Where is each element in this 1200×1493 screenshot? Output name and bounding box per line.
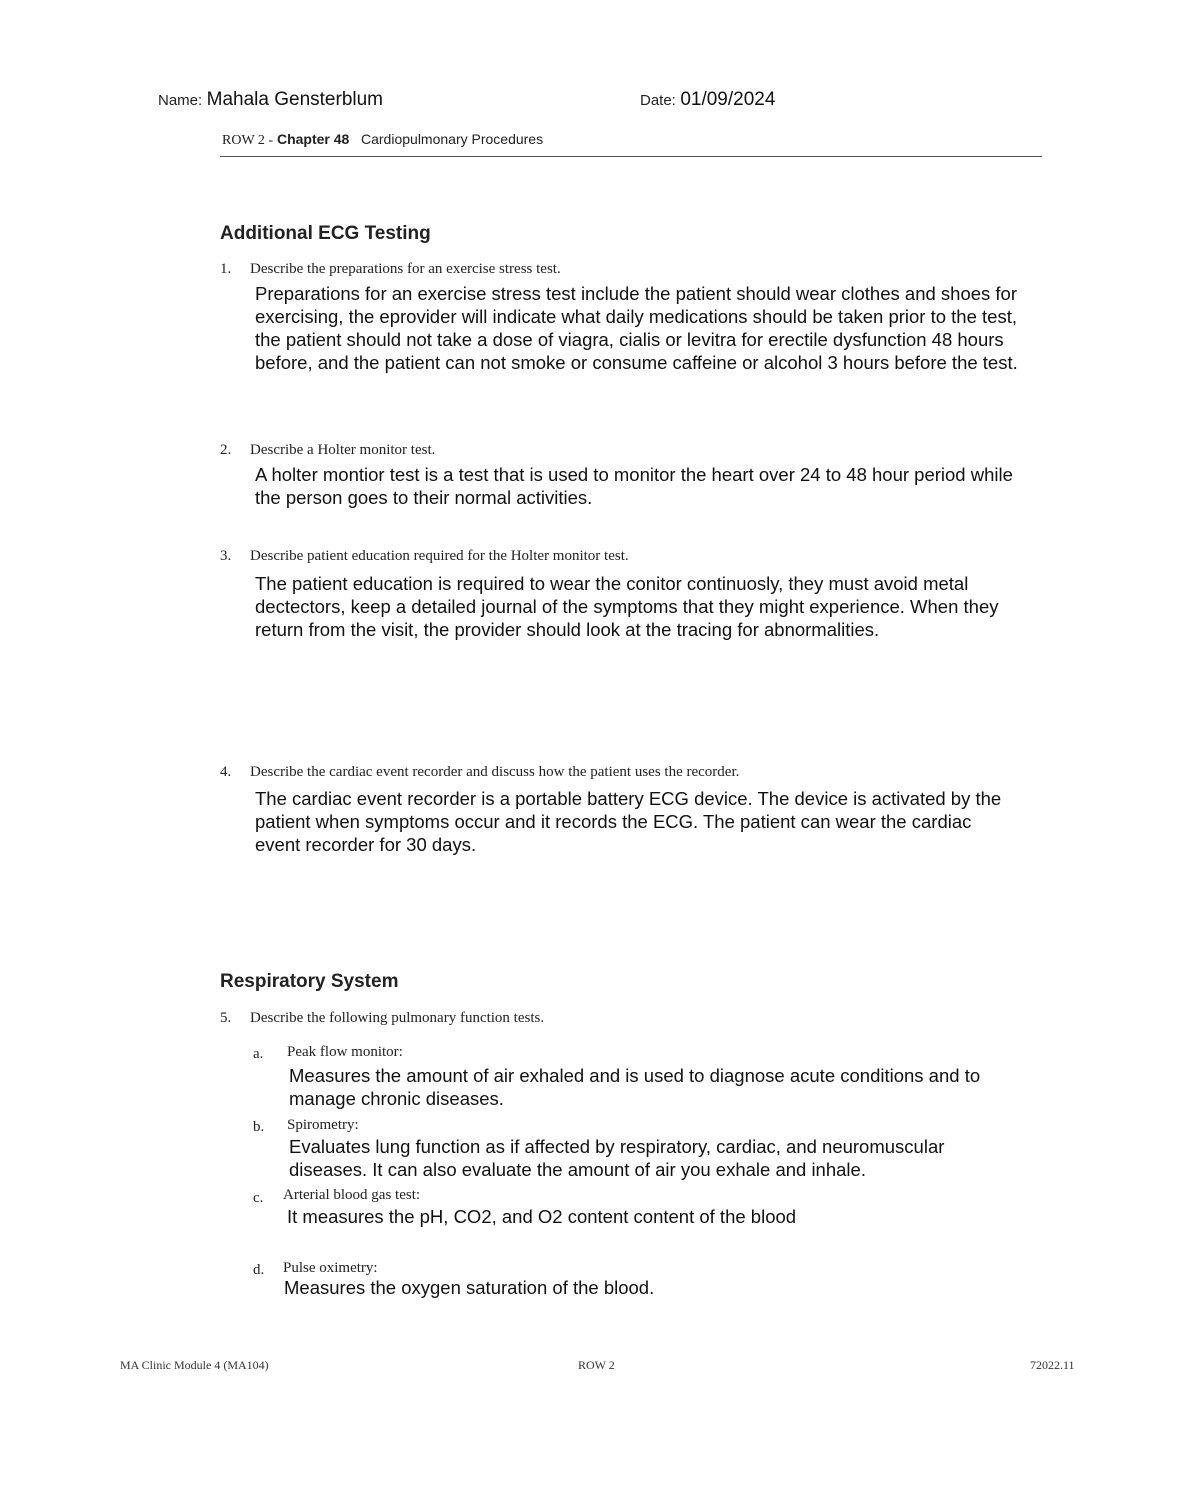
question-text: Describe a Holter monitor test. — [250, 442, 436, 458]
question-text: Describe the following pulmonary function tests. — [250, 1010, 545, 1026]
subitem-letter: d. — [253, 1262, 265, 1278]
question-number: 2. — [220, 442, 232, 458]
footer-center: ROW 2 — [578, 1358, 615, 1372]
answer-line: Evaluates lung function as if affected by respiratory, cardiac, and neuromuscular — [289, 1136, 945, 1157]
answer-4 — [255, 787, 1135, 856]
answer-5c — [287, 1205, 1127, 1228]
chapter-label: Chapter 48 — [276, 131, 350, 147]
answer-line: dectectors, keep a detailed journal of the symptoms that they might experience. When they — [255, 596, 999, 617]
answer-5b — [289, 1135, 1129, 1181]
answer-3 — [255, 572, 1135, 641]
answer-5d — [284, 1276, 1124, 1299]
name-label: Name: — [158, 92, 203, 109]
header-divider — [220, 156, 1042, 157]
date-value: 01/09/2024 — [680, 89, 776, 110]
subitem-label: Spirometry: — [287, 1117, 359, 1133]
subitem-letter: a. — [253, 1046, 264, 1062]
answer-2 — [255, 463, 1135, 509]
subitem-letter: c. — [253, 1190, 264, 1206]
answer-line: A holter montior test is a test that is used to monitor the heart over 24 to 48 hour period while — [255, 464, 1013, 485]
answer-line: event recorder for 30 days. — [255, 834, 477, 855]
answer-line: return from the visit, the provider should look at the tracing for abnormalities. — [255, 619, 880, 640]
answer-line: Measures the amount of air exhaled and is used to diagnose acute conditions and to — [289, 1065, 981, 1086]
answer-line: diseases. It can also evaluate the amount of air you exhale and inhale. — [289, 1159, 866, 1180]
chapter-line — [222, 131, 543, 149]
section-heading-respiratory: Respiratory System — [220, 971, 399, 992]
answer-line: before, and the patient can not smoke or consume caffeine or alcohol 3 hours before the test. — [255, 352, 1018, 373]
section-heading-ecg: Additional ECG Testing — [220, 223, 431, 244]
answer-line: It measures the pH, CO2, and O2 content content of the blood — [287, 1206, 797, 1227]
footer-left: MA Clinic Module 4 (MA104) — [120, 1358, 269, 1372]
question-text: Describe the preparations for an exercise stress test. — [250, 261, 561, 277]
subitem-label: Peak flow monitor: — [287, 1044, 403, 1060]
row-label: ROW 2 - — [222, 133, 274, 148]
footer-right: 72022.11 — [1030, 1358, 1075, 1372]
answer-line: the patient should not take a dose of viagra, cialis or levitra for erectile dysfunction 48 hours — [255, 329, 1004, 350]
name-field — [158, 89, 383, 111]
question-text: Describe the cardiac event recorder and discuss how the patient uses the recorder. — [250, 764, 740, 780]
date-label: Date: — [640, 92, 676, 109]
answer-line: Measures the oxygen saturation of the blood. — [284, 1277, 655, 1298]
answer-line: exercising, the eprovider will indicate what daily medications should be taken prior to the test, — [255, 306, 1017, 327]
subitem-label: Arterial blood gas test: — [283, 1187, 421, 1203]
question-number: 1. — [220, 261, 232, 277]
name-value: Mahala Gensterblum — [206, 89, 384, 110]
answer-line: The patient education is required to wear the conitor continuosly, they must avoid metal — [255, 573, 969, 594]
question-number: 3. — [220, 548, 232, 564]
answer-line: Preparations for an exercise stress test include the patient should wear clothes and shoes for — [255, 283, 1018, 304]
answer-line: manage chronic diseases. — [289, 1088, 504, 1109]
chapter-title: Cardiopulmonary Procedures — [361, 131, 544, 147]
question-number: 4. — [220, 764, 232, 780]
subitem-letter: b. — [253, 1119, 265, 1135]
question-number: 5. — [220, 1010, 232, 1026]
answer-1 — [255, 282, 1135, 374]
answer-line: patient when symptoms occur and it records the ECG. The patient can wear the cardiac — [255, 811, 972, 832]
answer-5a — [289, 1064, 1129, 1110]
answer-line: the person goes to their normal activities. — [255, 487, 593, 508]
question-text: Describe patient education required for the Holter monitor test. — [250, 548, 629, 564]
date-field — [640, 89, 775, 111]
subitem-label: Pulse oximetry: — [283, 1260, 378, 1276]
answer-line: The cardiac event recorder is a portable battery ECG device. The device is activated by the — [255, 788, 1002, 809]
